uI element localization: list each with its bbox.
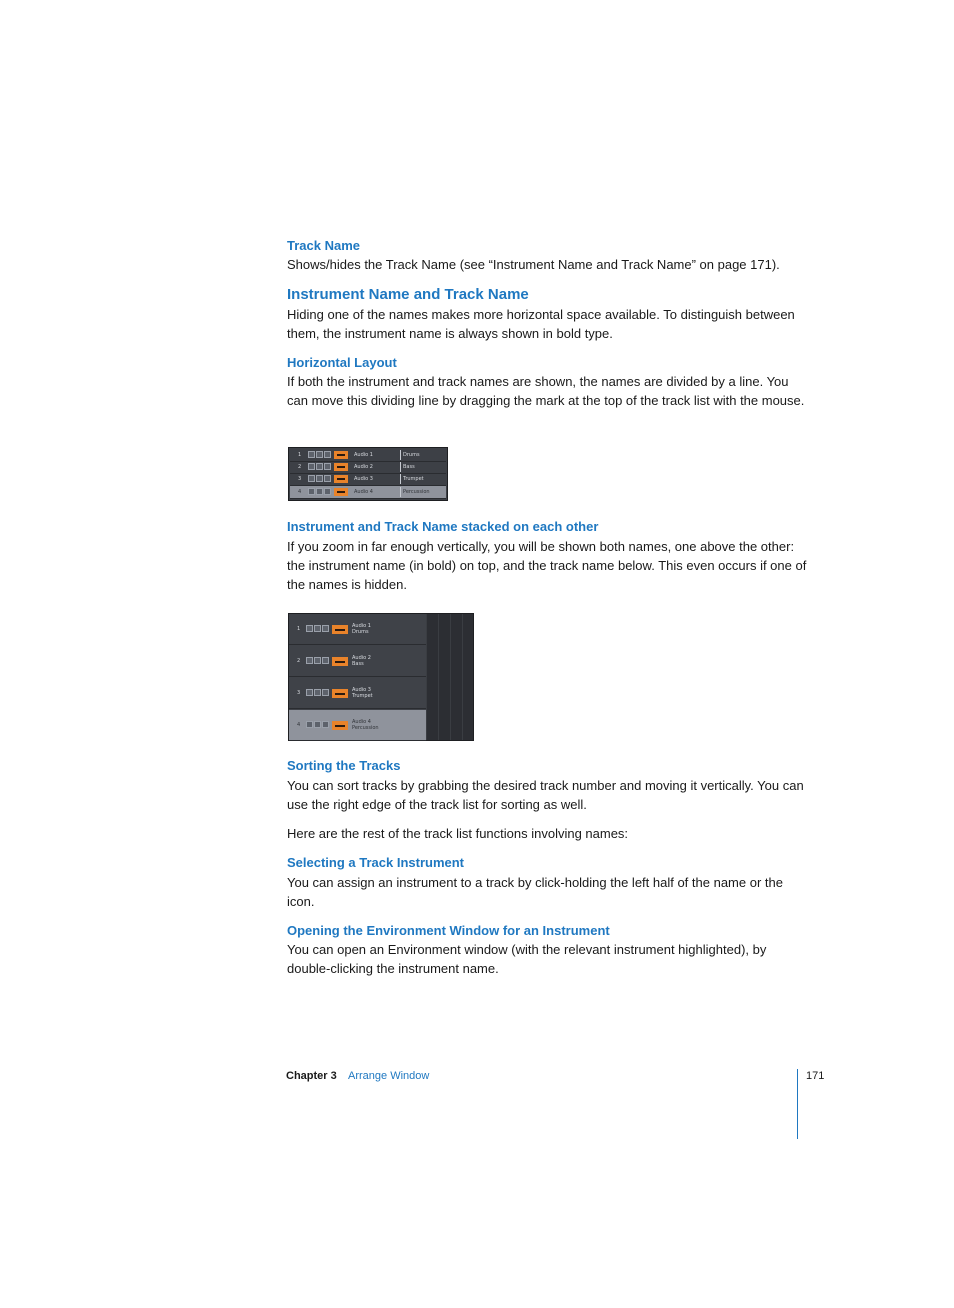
heading-environment: Opening the Environment Window for an Instrument: [287, 923, 610, 938]
instrument-name: Percussion: [403, 489, 430, 495]
body-environment: You can open an Environment window (with the relevant instrument highlighted), by double-clicking the instrument name.: [287, 942, 767, 976]
name-divider: [400, 474, 401, 484]
track-list-stacked-screenshot: [288, 613, 474, 741]
track-number: 3: [297, 690, 301, 696]
heading-track-name: Track Name: [287, 238, 360, 253]
heading-horizontal-layout: Horizontal Layout: [287, 355, 397, 370]
solo-button: [324, 475, 331, 482]
track-name: Audio 3: [354, 476, 373, 482]
track-row-selected: [290, 486, 446, 499]
mute-button: [306, 625, 313, 632]
footer-chapter: Chapter 3: [286, 1070, 337, 1082]
track-name: Audio 3: [352, 687, 371, 693]
name-divider: [400, 487, 401, 497]
waveform-icon: [334, 475, 348, 483]
record-button: [316, 463, 323, 470]
solo-button: [322, 689, 329, 696]
body-instrument-and-track-name: Hiding one of the names makes more horizontal space available. To distinguish between them, the instrument name is always shown in bold type.: [287, 307, 795, 341]
mute-button: [306, 689, 313, 696]
solo-button: [322, 721, 329, 728]
body-track-name: Shows/hides the Track Name (see “Instrument Name and Track Name” on page 171).: [287, 257, 780, 272]
mute-button: [308, 463, 315, 470]
heading-instrument-and-track-name: Instrument Name and Track Name: [287, 286, 529, 303]
record-button: [314, 721, 321, 728]
waveform-icon: [332, 657, 348, 666]
track-name: Audio 4: [352, 719, 371, 725]
track-number: 1: [298, 452, 302, 458]
track-row: [289, 646, 426, 677]
instrument-name: Percussion: [352, 725, 379, 731]
record-button: [314, 657, 321, 664]
body-stacked: If you zoom in far enough vertically, you will be shown both names, one above the other: the instrument name (in bold) on top, and the track name below. This even occurs if one of the names is hidden.: [287, 539, 807, 592]
record-button: [314, 689, 321, 696]
waveform-icon: [332, 625, 348, 634]
record-button: [316, 475, 323, 482]
body-selecting-instrument: You can assign an instrument to a track by click-holding the left half of the name or the icon.: [287, 875, 783, 909]
mute-button: [308, 488, 315, 495]
track-name: Audio 2: [354, 464, 373, 470]
mute-button: [308, 475, 315, 482]
track-row-selected: [289, 710, 426, 741]
instrument-name: Trumpet: [403, 476, 424, 482]
arrange-grid: [426, 614, 473, 740]
name-divider: [400, 450, 401, 460]
mute-button: [306, 657, 313, 664]
footer-chapter-title: Arrange Window: [348, 1070, 430, 1082]
name-divider: [400, 462, 401, 472]
solo-button: [324, 488, 331, 495]
waveform-icon: [334, 463, 348, 471]
instrument-name: Bass: [403, 464, 415, 470]
track-row: [290, 473, 446, 486]
record-button: [316, 488, 323, 495]
mute-button: [306, 721, 313, 728]
track-row: [289, 678, 426, 709]
footer-rule: [797, 1069, 798, 1139]
track-name: Audio 2: [352, 655, 371, 661]
track-number: 2: [297, 658, 301, 664]
track-number: 4: [298, 489, 302, 495]
track-number: 2: [298, 464, 302, 470]
solo-button: [322, 657, 329, 664]
track-name: Audio 4: [354, 489, 373, 495]
solo-button: [324, 451, 331, 458]
instrument-name: Bass: [352, 661, 364, 667]
waveform-icon: [334, 451, 348, 459]
solo-button: [322, 625, 329, 632]
track-row: [289, 614, 426, 645]
record-button: [316, 451, 323, 458]
track-name: Audio 1: [352, 623, 371, 629]
instrument-name: Drums: [352, 629, 369, 635]
heading-stacked: Instrument and Track Name stacked on each other: [287, 519, 599, 534]
instrument-name: Trumpet: [352, 693, 373, 699]
body-sorting: You can sort tracks by grabbing the desired track number and moving it vertically. You can use the right edge of the track list for sorting as well.: [287, 778, 804, 812]
record-button: [314, 625, 321, 632]
track-number: 4: [297, 722, 301, 728]
body-sorting-2: Here are the rest of the track list functions involving names:: [287, 826, 629, 841]
waveform-icon: [334, 488, 348, 496]
track-number: 3: [298, 476, 302, 482]
heading-sorting: Sorting the Tracks: [287, 758, 401, 773]
solo-button: [324, 463, 331, 470]
track-number: 1: [297, 626, 301, 632]
heading-selecting-instrument: Selecting a Track Instrument: [287, 855, 465, 870]
body-horizontal-layout: If both the instrument and track names are shown, the names are divided by a line. You can move this dividing line by dragging the mark at the top of the track list with the mouse.: [287, 374, 805, 408]
instrument-name: Drums: [403, 452, 420, 458]
mute-button: [308, 451, 315, 458]
track-name: Audio 1: [354, 452, 373, 458]
page-number: 171: [806, 1070, 825, 1082]
track-list-horizontal-screenshot: [288, 447, 448, 501]
waveform-icon: [332, 689, 348, 698]
waveform-icon: [332, 721, 348, 730]
